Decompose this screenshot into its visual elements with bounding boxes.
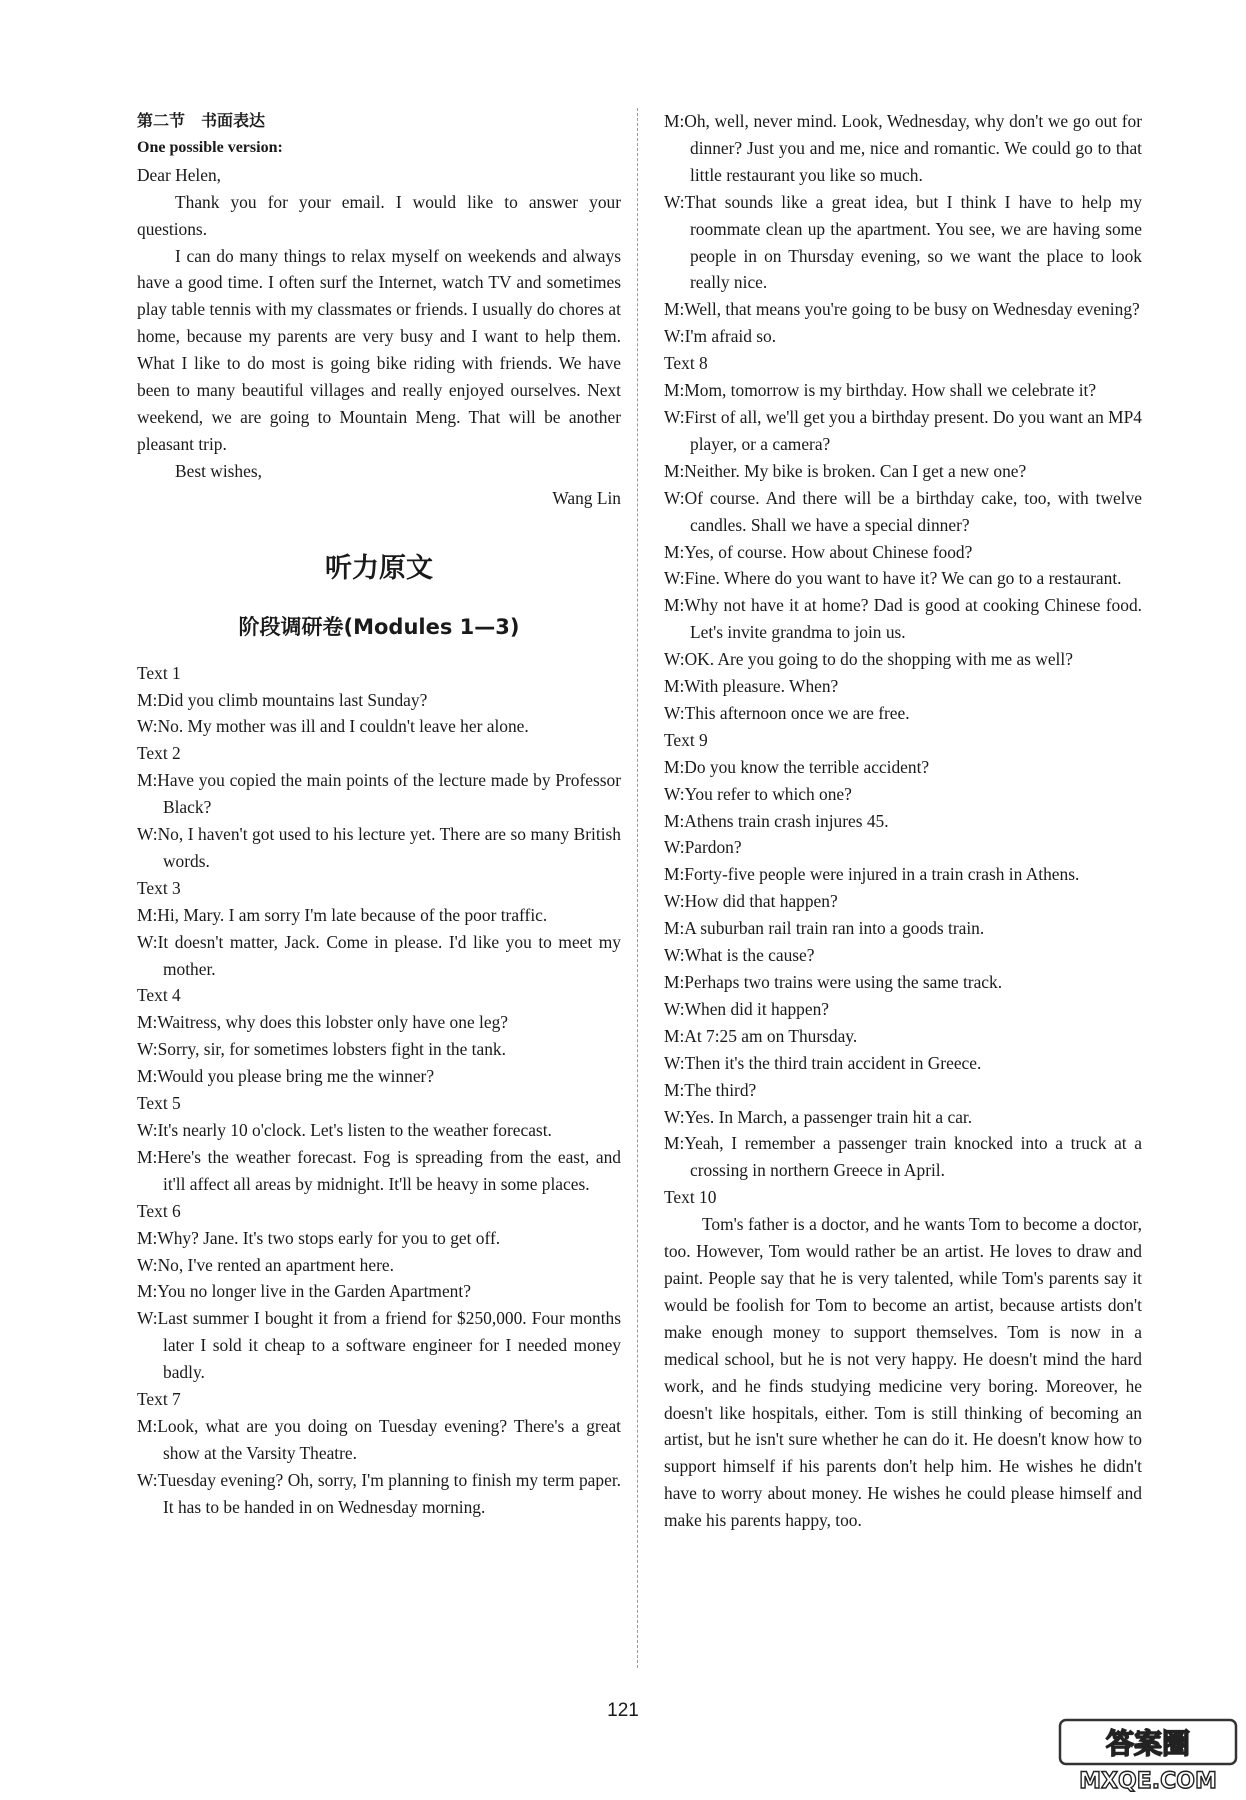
dialogue-line: M:At 7:25 am on Thursday. [664, 1025, 858, 1046]
dialogue-line: W:Of course. And there will be a birthday cake, too, with twelve candles. Shall we have a special dinner? [664, 487, 1142, 535]
column-divider [637, 108, 638, 1668]
dialogue-line: W:When did it happen? [664, 998, 829, 1019]
dialogue-line: W:No, I've rented an apartment here. [137, 1254, 394, 1275]
dialogue-line: W:This afternoon once we are free. [664, 702, 910, 723]
exam-subtitle: 阶段调研卷(Modules 1—3) [238, 614, 520, 639]
dialogue-line: M:With pleasure. When? [664, 676, 839, 697]
text-heading: Text 10 [664, 1187, 717, 1208]
watermark-top-text: 答案圈 [1105, 1727, 1191, 1760]
dialogue-line: W:I'm afraid so. [664, 326, 777, 347]
dialogue-line: M:Yeah, I remember a passenger train knocked into a truck at a crossing in northern Greece in April. [664, 1133, 1142, 1181]
dialogue-line: W:Sorry, sir, for sometimes lobsters fight in the tank. [137, 1039, 506, 1060]
left-column [137, 108, 621, 1521]
version-label: One possible version: [137, 138, 283, 156]
dialogue-line: W:No. My mother was ill and I couldn't leave her alone. [137, 716, 529, 737]
dialogue-line: M:Here's the weather forecast. Fog is spreading from the east, and it'll affect all areas by midnight. It'll be heavy in some places. [137, 1146, 621, 1194]
dialogue-line: W:Then it's the third train accident in Greece. [664, 1052, 982, 1073]
dialogue-line: M:Look, what are you doing on Tuesday evening? There's a great show at the Varsity Theatre. [137, 1415, 621, 1463]
dialogue-line: W:Tuesday evening? Oh, sorry, I'm planning to finish my term paper. It has to be handed in on Wednesday morning. [137, 1469, 621, 1517]
dialogue-line: M:The third? [664, 1079, 757, 1100]
dialogue-line: W:It doesn't matter, Jack. Come in please. I'd like you to meet my mother. [137, 931, 621, 979]
dialogue-line: M:Would you please bring me the winner? [137, 1066, 435, 1087]
dialogue-line: W:Fine. Where do you want to have it? We can go to a restaurant. [664, 568, 1122, 589]
dialogue-line: M:Yes, of course. How about Chinese food? [664, 541, 973, 562]
text-heading: Text 2 [137, 743, 181, 764]
dialogue-line: M:Perhaps two trains were using the same track. [664, 972, 1003, 992]
dialogue-line: M:Have you copied the main points of the lecture made by Professor Black? [137, 770, 621, 818]
dialogue-line: M:Why not have it at home? Dad is good at cooking Chinese food. Let's invite grandma to join us. [664, 595, 1142, 643]
dialogue-line: M:Well, that means you're going to be busy on Wednesday evening? [664, 299, 1140, 320]
dialogue-line: M:Athens train crash injures 45. [664, 810, 889, 831]
dialogue-line: M:Mom, tomorrow is my birthday. How shall we celebrate it? [664, 380, 1097, 401]
dialogue-line: W:You refer to which one? [664, 783, 852, 804]
dialogue-line: M:Oh, well, never mind. Look, Wednesday, why don't we go out for dinner? Just you and me, nice and romantic. We could go to that little restaurant you like so much. [664, 111, 1142, 185]
dialogue-line: W:Yes. In March, a passenger train hit a car. [664, 1106, 973, 1127]
right-transcript [664, 108, 1142, 1534]
page-number: 121 [607, 1700, 639, 1721]
dialogue-line: M:You no longer live in the Garden Apartment? [137, 1281, 471, 1302]
dialogue-line: M:Neither. My bike is broken. Can I get a new one? [664, 460, 1027, 481]
text-heading: Text 9 [664, 729, 708, 750]
dialogue-line: M:Hi, Mary. I am sorry I'm late because of the poor traffic. [137, 904, 548, 925]
watermark-logo [1058, 1718, 1238, 1794]
text-heading: Text 3 [137, 877, 181, 898]
letter-signature: Wang Lin [552, 487, 621, 508]
dialogue-line: M:Forty-five people were injured in a train crash in Athens. [664, 864, 1080, 885]
dialogue-line: W:What is the cause? [664, 945, 815, 966]
dialogue-line: W:That sounds like a great idea, but I think I have to help my roommate clean up the apartment. You see, we are having some people in on Thursday evening, so we want the place to look really nice. [664, 191, 1142, 293]
letter-greeting: Dear Helen, [137, 164, 222, 185]
watermark-bottom-text: MXQE.COM [1079, 1769, 1217, 1794]
dialogue-line: W:How did that happen? [664, 891, 838, 912]
dialogue-line: M:Why? Jane. It's two stops early for you to get off. [137, 1227, 501, 1248]
text-heading: Text 4 [137, 985, 181, 1006]
letter-paragraph: Thank you for your email. I would like to answer your questions. [137, 191, 621, 239]
letter-paragraph: I can do many things to relax myself on weekends and always have a good time. I often surf the Internet, watch TV and sometimes play table tennis with my classmates or friends. I usually do chores at home, because my parents are very busy and I want to help them. What I like to do most is going bike riding with friends. We have been to many beautiful villages and really enjoyed ourselves. Next weekend, we are going to Mountain Meng. That will be another pleasant trip. [137, 245, 621, 454]
dialogue-line: M:Did you climb mountains last Sunday? [137, 689, 428, 710]
dialogue-line: W:OK. Are you going to do the shopping with me as well? [664, 649, 1073, 670]
dialogue-line: M:Do you know the terrible accident? [664, 756, 930, 777]
dialogue-line: M:A suburban rail train ran into a goods train. [664, 918, 985, 939]
dialogue-line: W:It's nearly 10 o'clock. Let's listen to the weather forecast. [137, 1120, 552, 1140]
text-heading: Text 5 [137, 1093, 181, 1114]
text-heading: Text 6 [137, 1200, 181, 1221]
text-heading: Text 8 [664, 353, 708, 374]
text-heading: Text 1 [137, 662, 181, 683]
letter-closing: Best wishes, [175, 460, 262, 481]
dialogue-line: W:No, I haven't got used to his lecture yet. There are so many British words. [137, 824, 621, 871]
passage-paragraph: Tom's father is a doctor, and he wants Tom to become a doctor, too. However, Tom would rather be an artist. He loves to draw and paint. People say that he is very talented, while Tom's parents say it would be foolish for Tom to become an artist, because artists don't make enough money to support themselves. Tom is now in a medical school, but he is not very happy. He doesn't mind the hard work, and he finds studying medicine very boring. Moreover, he doesn't like hospitals, either. Tom is still thinking of becoming an artist, but he isn't sure whether he can do it. He doesn't know how to support himself if his parents don't help him. He wishes he didn't have to worry about money. He wishes he could please himself and make his parents happy, too. [664, 1214, 1142, 1531]
left-transcript [137, 660, 621, 1521]
dialogue-line: M:Waitress, why does this lobster only have one leg? [137, 1012, 508, 1033]
section-heading: 第二节 书面表达 [137, 111, 266, 130]
dialogue-line: W:Last summer I bought it from a friend for $250,000. Four months later I sold it cheap to a software engineer for I needed money badly. [137, 1308, 621, 1383]
listening-title: 听力原文 [325, 552, 433, 584]
text-heading: Text 7 [137, 1389, 181, 1410]
dialogue-line: W:First of all, we'll get you a birthday present. Do you want an MP4 player, or a camera? [664, 406, 1142, 454]
right-column [664, 108, 1142, 1534]
dialogue-line: W:Pardon? [664, 837, 742, 858]
